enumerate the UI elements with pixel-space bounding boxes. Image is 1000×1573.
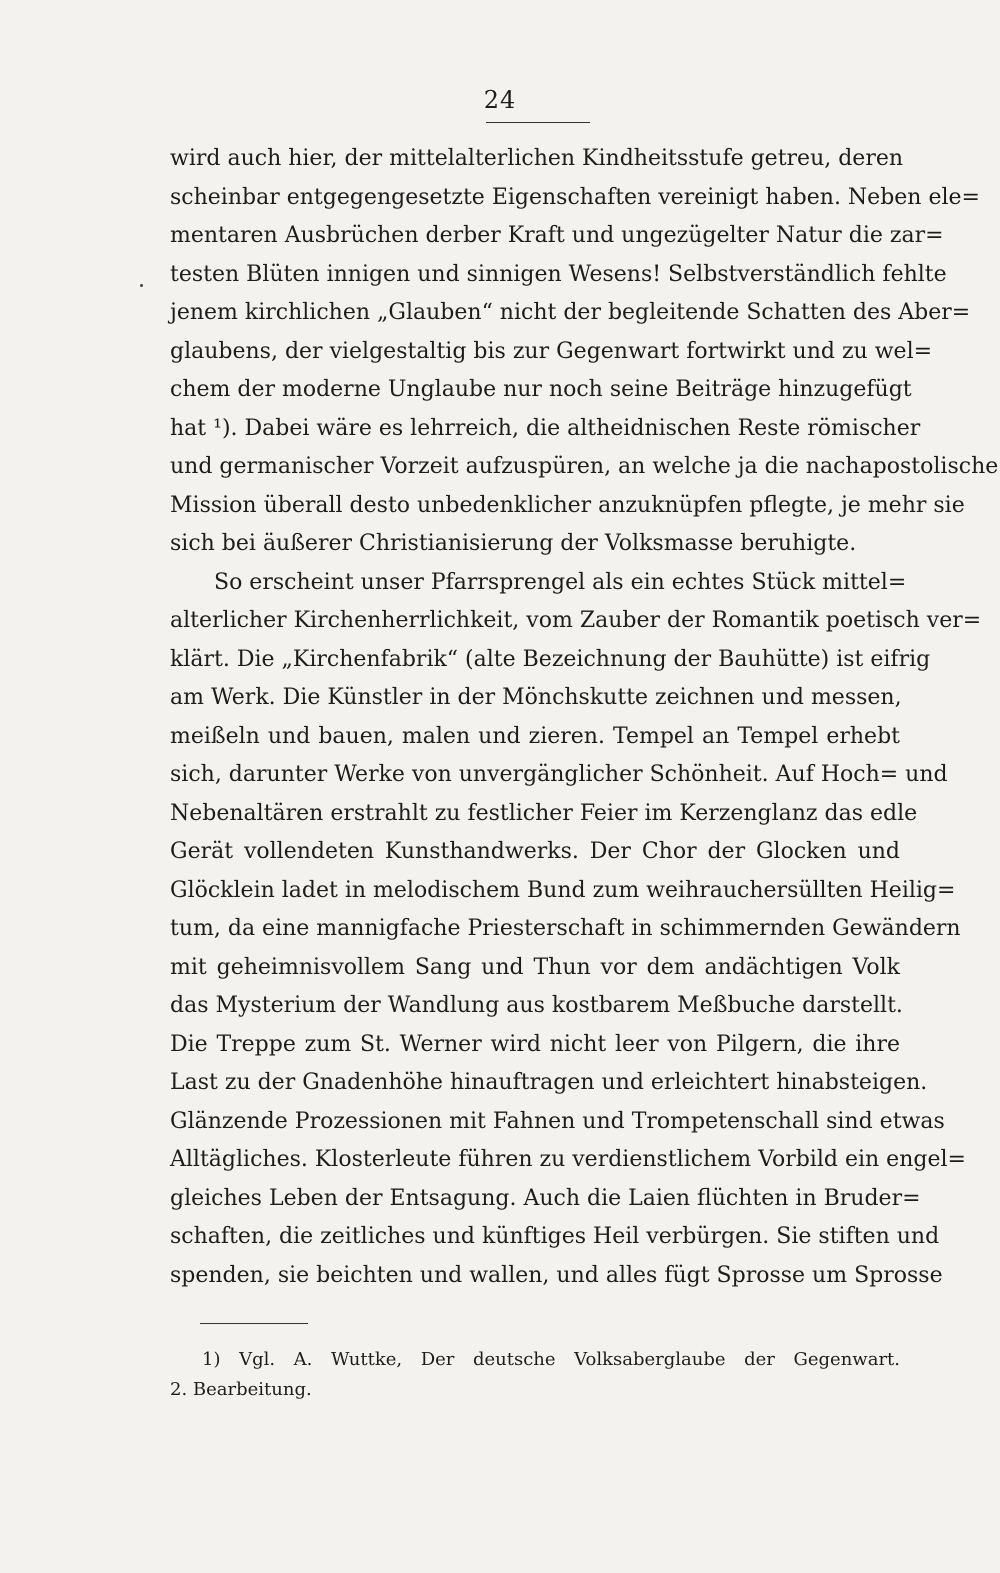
text-line: Die Treppe zum St. Werner wird nicht leer von Pilgern, die ihre (170, 1031, 900, 1057)
text-line: hat ¹). Dabei wäre es lehrreich, die altheidnischen Reste römischer (170, 415, 921, 441)
text-line: testen Blüten innigen und sinnigen Wesens! Selbstverständlich fehlte (170, 261, 947, 287)
text-line: spenden, sie beichten und wallen, und alles fügt Sprosse um Sprosse (170, 1262, 943, 1288)
text-line: und germanischer Vorzeit aufzuspüren, an welche ja die nachapostolische (170, 454, 999, 479)
text-line: Alltägliches. Klosterleute führen zu verdienstlichem Vorbild ein engel= (170, 1147, 966, 1172)
text-line: jenem kirchlichen „Glauben“ nicht der begleitende Schatten des Aber= (170, 300, 971, 325)
text-line: So erscheint unser Pfarrsprengel als ein echtes Stück mittel= (214, 569, 907, 595)
text-line: sich, darunter Werke von unvergänglicher Schönheit. Auf Hoch= und (170, 762, 948, 787)
text-line: scheinbar entgegengesetzte Eigenschaften vereinigt haben. Neben ele= (170, 184, 980, 210)
page-number: 24 (483, 86, 517, 114)
text-line: meißeln und bauen, malen und zieren. Tempel an Tempel erhebt (170, 723, 900, 749)
text-line: Nebenaltären erstrahlt zu festlicher Feier im Kerzenglanz das edle (170, 800, 918, 826)
text-line: Glänzende Prozessionen mit Fahnen und Trompetenschall sind etwas (170, 1108, 945, 1134)
footnote-line: 2. Bearbeitung. (170, 1379, 312, 1400)
text-line: chem der moderne Unglaube nur noch seine Beiträge hinzugefügt (170, 377, 912, 402)
text-line: alterlicher Kirchenherrlichkeit, vom Zauber der Romantik poetisch ver= (170, 608, 982, 633)
footnote-rule (200, 1323, 308, 1324)
body-text (170, 140, 999, 1295)
text-line: klärt. Die „Kirchenfabrik“ (alte Bezeichnung der Bauhütte) ist eifrig (170, 646, 931, 672)
text-line: sich bei äußerer Christianisierung der Volksmasse beruhigte. (170, 531, 857, 556)
footnote-line: 1) Vgl. A. Wuttke, Der deutsche Volksaberglaube der Gegenwart. (202, 1349, 900, 1370)
text-line: tum, da eine mannigfache Priesterschaft in schimmernden Gewändern (170, 916, 961, 941)
footnotes (170, 1345, 900, 1405)
text-line: mentaren Ausbrüchen derber Kraft und ungezügelter Natur die zar= (170, 223, 944, 248)
text-line: Gerät vollendeten Kunsthandwerks. Der Chor der Glocken und (170, 839, 900, 864)
text-line: am Werk. Die Künstler in der Mönchskutte zeichnen und messen, (170, 685, 902, 710)
text-line: schaften, die zeitliches und künftiges Heil verbürgen. Sie stiften und (170, 1224, 940, 1249)
text-line: glaubens, der vielgestaltig bis zur Gegenwart fortwirkt und zu wel= (170, 338, 933, 364)
page-number-rule (486, 122, 590, 123)
text-line: Last zu der Gnadenhöhe hinauftragen und erleichtert hinabsteigen. (170, 1070, 928, 1095)
text-line: Glöcklein ladet in melodischem Bund zum weihrauchersüllten Heilig= (170, 877, 956, 903)
text-line: wird auch hier, der mittelalterlichen Kindheitsstufe getreu, deren (170, 146, 904, 171)
margin-dot (140, 284, 143, 287)
text-line: Mission überall desto unbedenklicher anzuknüpfen pflegte, je mehr sie (170, 492, 965, 518)
text-line: gleiches Leben der Entsagung. Auch die Laien flüchten in Bruder= (170, 1185, 921, 1211)
text-line: mit geheimnisvollem Sang und Thun vor dem andächtigen Volk (170, 954, 900, 980)
text-line: das Mysterium der Wandlung aus kostbarem Meßbuche darstellt. (170, 993, 903, 1018)
